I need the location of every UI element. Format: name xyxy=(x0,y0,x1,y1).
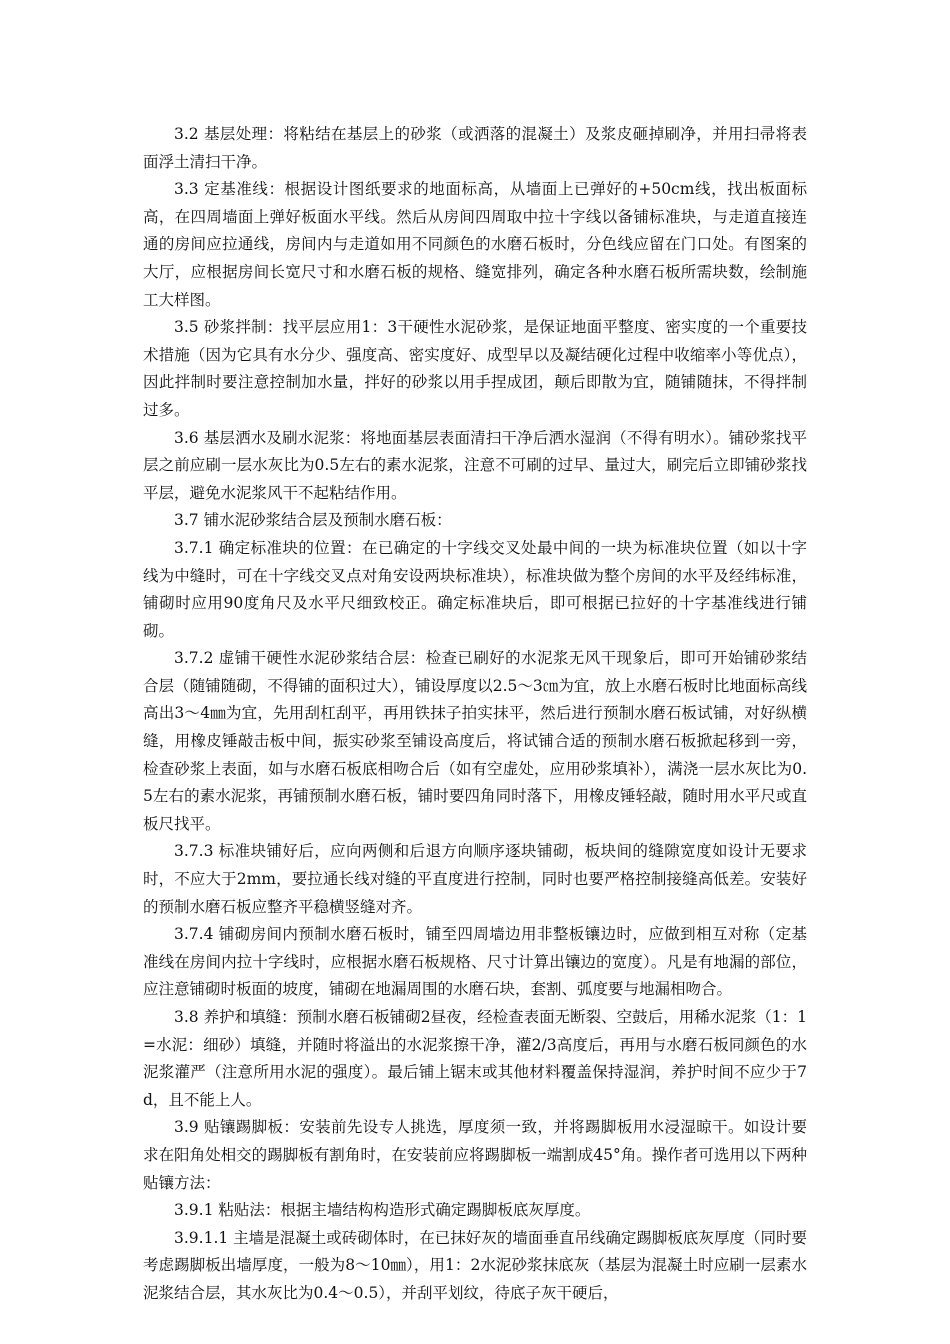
document-body xyxy=(143,121,807,1308)
paragraph-3-7: 3.7 铺水泥砂浆结合层及预制水磨石板： xyxy=(174,511,452,530)
paragraph-3-5: 3.5 砂浆拌制：找平层应用1：3干硬性水泥砂浆，是保证地面平整度、密实度的一个重要技术措施（因为它具有水分少、强度高、密实度好、成型早以及凝结硬化过程中收缩率小等优点），因此拌制时要注意控制加水量，拌好的砂浆以用手捏成团，颠后即散为宜，随铺随抹，不得拌制过多。 xyxy=(143,318,807,419)
paragraph-3-9: 3.9 贴镶踢脚板：安装前先设专人挑选，厚度须一致，并将踢脚板用水浸湿晾干。如设计要求在阳角处相交的踢脚板有割角时，在安装前应将踢脚板一端割成45°角。操作者可选用以下两种贴镶方法： xyxy=(143,1118,807,1192)
paragraph-3-7-2: 3.7.2 虚铺干硬性水泥砂浆结合层：检查已刷好的水泥浆无风干现象后，即可开始铺砂浆结合层（随铺随砌，不得铺的面积过大），铺设厚度以2.5～3㎝为宜，放上水磨石板时比地面标高线高出3～4㎜为宜，先用刮杠刮平，再用铁抹子拍实抹平，然后进行预制水磨石板试铺，对好纵横缝，用橡皮锤敲击板中间，振实砂浆至铺设高度后，将试铺合适的预制水磨石板掀起移到一旁，检查砂浆上表面，如与水磨石板底相吻合后（如有空虚处，应用砂浆填补），满浇一层水灰比为0.5左右的素水泥浆，再铺预制水磨石板，铺时要四角同时落下，用橡皮锤轻敲，随时用水平尺或直板尺找平。 xyxy=(143,649,807,833)
paragraph-3-7-3: 3.7.3 标准块铺好后，应向两侧和后退方向顺序逐块铺砌，板块间的缝隙宽度如设计无要求时，不应大于2mm，要拉通长线对缝的平直度进行控制，同时也要严格控制接缝高低差。安装好的预制水磨石板应整齐平稳横竖缝对齐。 xyxy=(143,842,807,916)
paragraph-3-6: 3.6 基层洒水及刷水泥浆：将地面基层表面清扫干净后洒水湿润（不得有明水）。铺砂浆找平层之前应刷一层水灰比为0.5左右的素水泥浆，注意不可刷的过早、量过大，刷完后立即铺砂浆找平层，避免水泥浆风干不起粘结作用。 xyxy=(143,428,807,502)
paragraph-3-9-1: 3.9.1 粘贴法：根据主墙结构构造形式确定踢脚板底灰厚度。 xyxy=(174,1201,591,1220)
paragraph-3-3: 3.3 定基准线：根据设计图纸要求的地面标高，从墙面上已弹好的+50cm线，找出板面标高，在四周墙面上弹好板面水平线。然后从房间四周取中拉十字线以备铺标准块，与走道直接连通的房间应拉通线，房间内与走道如用不同颜色的水磨石板时，分色线应留在门口处。有图案的大厅，应根据房间长宽尺寸和水磨石板的规格、缝宽排列，确定各种水磨石板所需块数，绘制施工大样图。 xyxy=(143,180,807,309)
paragraph-3-9-1-1: 3.9.1.1 主墙是混凝土或砖砌体时，在已抹好灰的墙面垂直吊线确定踢脚板底灰厚度（同时要考虑踢脚板出墙厚度，一般为8～10㎜），用1：2水泥砂浆抹底灰（基层为混凝土时应刷一层素水泥浆结合层，其水灰比为0.4～0.5），并刮平划纹，待底子灰干硬后， xyxy=(143,1228,807,1302)
paragraph-3-8: 3.8 养护和填缝：预制水磨石板铺砌2昼夜，经检查表面无断裂、空鼓后，用稀水泥浆（1：1=水泥：细砂）填缝，并随时将溢出的水泥浆擦干净，灌2/3高度后，再用与水磨石板同颜色的水泥浆灌严（注意所用水泥的强度）。最后铺上锯末或其他材料覆盖保持湿润，养护时间不应少于7d，且不能上人。 xyxy=(143,1008,807,1109)
paragraph-3-2: 3.2 基层处理：将粘结在基层上的砂浆（或洒落的混凝土）及浆皮砸掉刷净，并用扫帚将表面浮土清扫干净。 xyxy=(143,125,807,171)
paragraph-3-7-4: 3.7.4 铺砌房间内预制水磨石板时，铺至四周墙边用非整板镶边时，应做到相互对称（定基准线在房间内拉十字线时，应根据水磨石板规格、尺寸计算出镶边的宽度）。凡是有地漏的部位，应注意铺砌时板面的坡度，铺砌在地漏周围的水磨石块，套割、弧度要与地漏相吻合。 xyxy=(143,925,807,999)
paragraph-3-7-1: 3.7.1 确定标准块的位置：在已确定的十字线交叉处最中间的一块为标准块位置（如以十字线为中缝时，可在十字线交叉点对角安设两块标准块），标准块做为整个房间的水平及经纬标准，铺砌时应用90度角尺及水平尺细致校正。确定标准块后，即可根据已拉好的十字基准线进行铺砌。 xyxy=(143,538,807,640)
